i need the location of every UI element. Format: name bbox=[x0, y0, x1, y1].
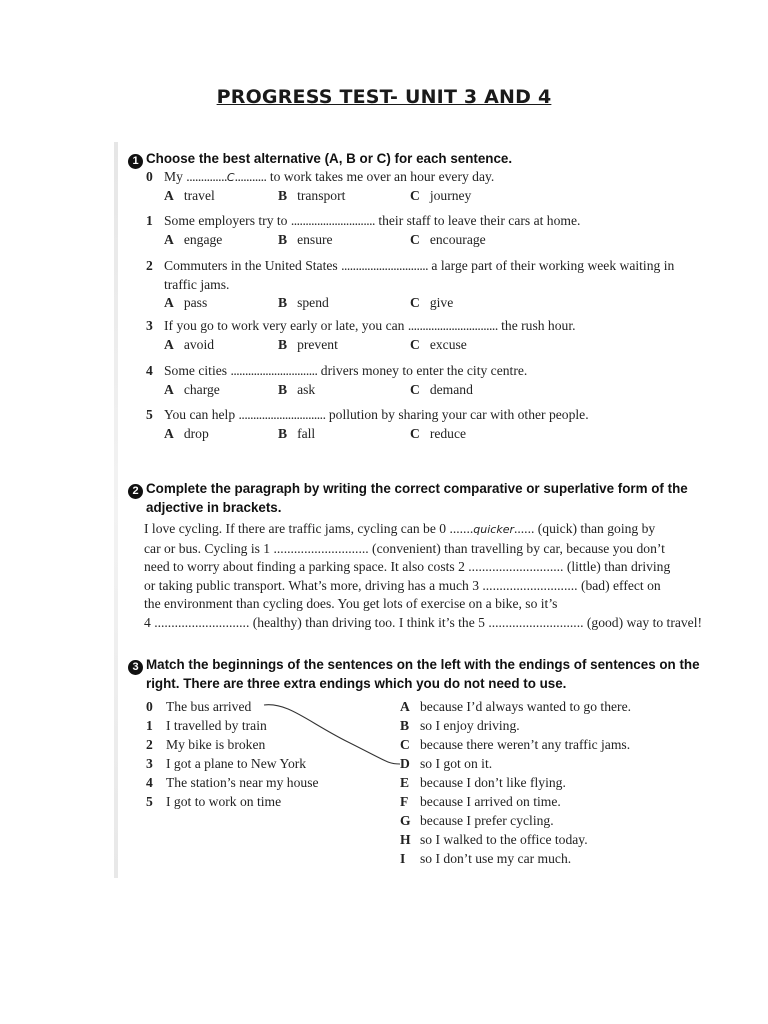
answer-blank[interactable]: .............................. bbox=[230, 363, 318, 378]
match-right-a[interactable]: A because I’d always wanted to go there. bbox=[400, 699, 631, 714]
option-c-q2[interactable]: C give bbox=[410, 295, 454, 310]
option-a-q5[interactable]: A drop bbox=[164, 426, 209, 441]
match-right-d[interactable]: D so I got on it. bbox=[400, 756, 493, 771]
option-c-q5[interactable]: C reduce bbox=[410, 426, 467, 441]
paragraph-line-4: or taking public transport. What’s more, driving has a much 3 ............................ (bad) effect on bbox=[144, 577, 661, 593]
question-5: 5 You can help .............................. pollution by sharing your car with other people. bbox=[146, 407, 589, 422]
option-c-q0[interactable]: C journey bbox=[410, 188, 472, 203]
option-b-q0[interactable]: B transport bbox=[278, 188, 346, 203]
option-b-q5[interactable]: B fall bbox=[278, 426, 316, 441]
option-a-q1[interactable]: A engage bbox=[164, 232, 223, 247]
match-left-3[interactable]: 3 I got a plane to New York bbox=[146, 756, 307, 771]
paragraph-line-1: I love cycling. If there are traffic jams, cycling can be 0 .......quicker...... (quick) than going by bbox=[144, 521, 656, 536]
match-left-0[interactable]: 0 The bus arrived bbox=[146, 699, 252, 714]
section3-heading-line1: Match the beginnings of the sentences on the left with the endings of sentences on the bbox=[146, 657, 700, 672]
option-c-q3[interactable]: C excuse bbox=[410, 337, 467, 352]
section2-number: 2 bbox=[128, 484, 143, 499]
page-title: PROGRESS TEST- UNIT 3 AND 4 bbox=[216, 86, 552, 108]
paragraph-line-6: 4 ............................ (healthy) than driving too. I think it’s the 5 ............................ (good) way to travel! bbox=[144, 614, 703, 630]
section3-heading-line2: right. There are three extra endings which you do not need to use. bbox=[146, 676, 567, 691]
option-a-q3[interactable]: A avoid bbox=[164, 337, 215, 352]
section2-heading-line1: Complete the paragraph by writing the correct comparative or superlative form of the bbox=[146, 481, 688, 496]
match-right-h[interactable]: H so I walked to the office today. bbox=[400, 832, 588, 847]
option-c-q1[interactable]: C encourage bbox=[410, 232, 486, 247]
match-line bbox=[118, 142, 722, 878]
question-2: 2 Commuters in the United States .............................. a large part of their working week waiting in traffic jams. bbox=[146, 258, 675, 292]
question-0: 0 My ..............C........... to work takes me over an hour every day. bbox=[146, 169, 495, 184]
question-3: 3 If you go to work very early or late, you can ............................... the rush hour. bbox=[146, 318, 576, 333]
option-b-q4[interactable]: B ask bbox=[278, 382, 316, 397]
handwritten-answer: quicker bbox=[473, 523, 514, 536]
answer-blank[interactable]: ............................... bbox=[407, 318, 498, 333]
match-left-2[interactable]: 2 My bike is broken bbox=[146, 737, 266, 752]
handwritten-answer: C bbox=[226, 171, 235, 184]
match-right-g[interactable]: G because I prefer cycling. bbox=[400, 813, 554, 828]
answer-blank[interactable]: .............................. bbox=[238, 407, 326, 422]
answer-blank[interactable]: ............................. bbox=[290, 213, 375, 228]
option-b-q1[interactable]: B ensure bbox=[278, 232, 333, 247]
match-left-1[interactable]: 1 I travelled by train bbox=[146, 718, 267, 733]
section1-heading-text: Choose the best alternative (A, B or C) for each sentence. bbox=[146, 151, 513, 166]
answer-blank[interactable]: .............. bbox=[186, 169, 227, 184]
option-b-q2[interactable]: B spend bbox=[278, 295, 329, 310]
match-right-c[interactable]: C because there weren’t any traffic jams. bbox=[400, 737, 631, 752]
question-1: 1 Some employers try to ............................. their staff to leave their cars at home. bbox=[146, 213, 581, 228]
match-right-i[interactable]: I so I don’t use my car much. bbox=[400, 851, 572, 866]
section2-heading-line2: adjective in brackets. bbox=[146, 500, 282, 515]
match-left-4[interactable]: 4 The station’s near my house bbox=[146, 775, 319, 790]
option-b-q3[interactable]: B prevent bbox=[278, 337, 338, 352]
question-4: 4 Some cities .............................. drivers money to enter the city centre. bbox=[146, 363, 528, 378]
worksheet-scan bbox=[118, 142, 722, 878]
match-right-f[interactable]: F because I arrived on time. bbox=[400, 794, 561, 809]
paragraph-line-3: need to worry about finding a parking space. It also costs 2 ............................ (little) than driving bbox=[144, 559, 671, 575]
option-a-q4[interactable]: A charge bbox=[164, 382, 220, 397]
match-right-b[interactable]: B so I enjoy driving. bbox=[400, 718, 520, 733]
paragraph-line-5: the environment than cycling does. You get lots of exercise on a bike, so it’s bbox=[144, 596, 558, 612]
match-left-5[interactable]: 5 I got to work on time bbox=[146, 794, 282, 809]
section1-number: 1 bbox=[128, 154, 143, 169]
option-c-q4[interactable]: C demand bbox=[410, 382, 473, 397]
answer-blank[interactable]: .............................. bbox=[341, 258, 429, 273]
option-a-q0[interactable]: A travel bbox=[164, 188, 215, 203]
option-a-q2[interactable]: A pass bbox=[164, 295, 208, 310]
match-right-e[interactable]: E because I don’t like flying. bbox=[400, 775, 566, 790]
paragraph-line-2: car or bus. Cycling is 1 ............................ (convenient) than travelling by car, because you don’t bbox=[144, 540, 665, 556]
section3-number: 3 bbox=[128, 660, 143, 675]
